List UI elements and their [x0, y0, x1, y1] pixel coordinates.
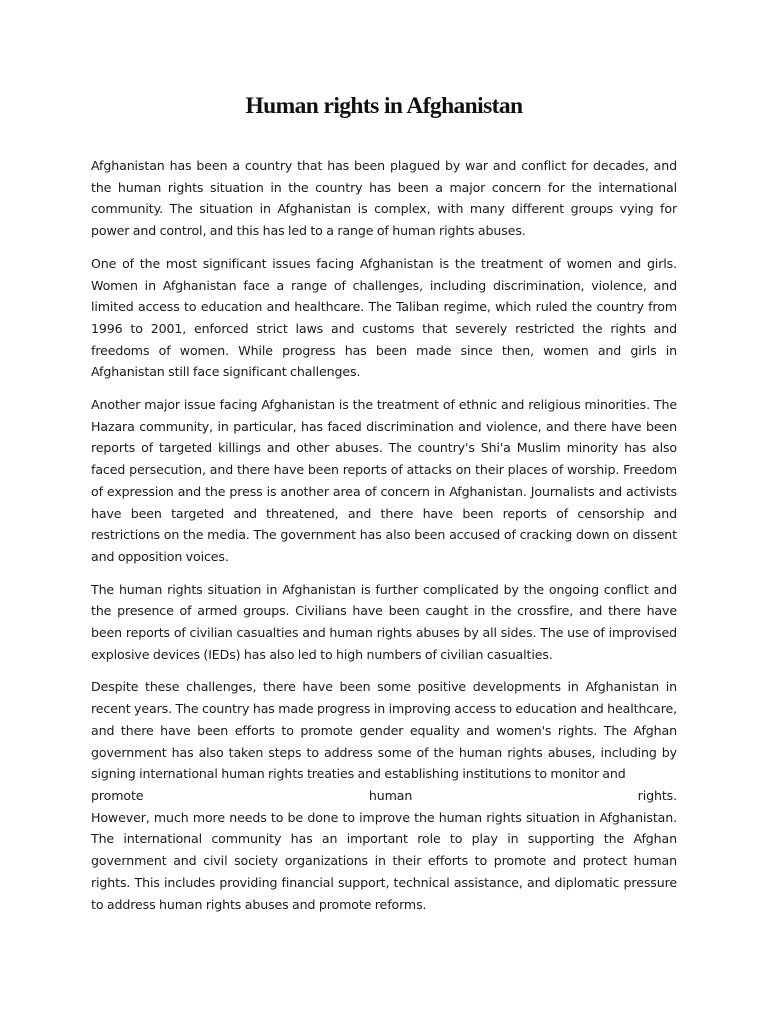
paragraph-developments	[91, 676, 677, 915]
paragraph-developments-part-one: Despite these challenges, there have been some positive developments in Afghanistan in recent years. The country has made progress in improving access to education and healthcare, and there have been efforts to promote gender equality and women's rights. The Afghan government has also taken steps to address some of the human rights abuses, including by signing international human rights treaties and establishing institutions to monitor and	[91, 679, 677, 782]
paragraph-women-rights: One of the most significant issues facing Afghanistan is the treatment of women and girls. Women in Afghanistan face a range of challenges, including discrimination, violence, and limited access to education and healthcare. The Taliban regime, which ruled the country from 1996 to 2001, enforced strict laws and customs that severely restricted the rights and freedoms of women. While progress has been made since then, women and girls in Afghanistan still face significant challenges.	[91, 255, 677, 380]
document-body	[91, 155, 677, 926]
paragraph-armed-conflict: The human rights situation in Afghanistan is further complicated by the ongoing conflict and the presence of armed groups. Civilians have been caught in the crossfire, and there have been reports of civilian casualties and human rights abuses by all sides. The use of improvised explosive devices (IEDs) has also led to high numbers of civilian casualties.	[91, 581, 677, 662]
paragraph-intro: Afghanistan has been a country that has been plagued by war and conflict for decades, and the human rights situation in the country has been a major concern for the international community. The situation in Afghanistan is complex, with many different groups vying for power and control, and this has led to a range of human rights abuses.	[91, 158, 677, 239]
paragraph-developments-part-two: However, much more needs to be done to improve the human rights situation in Afghanistan. The international community has an important role to play in supporting the Afghan government and civil society organizations in their efforts to promote and protect human rights. This includes providing financial support, technical assistance, and diplomatic pressure to address human rights abuses and promote reforms.	[91, 809, 677, 912]
paragraph-minorities: Another major issue facing Afghanistan is the treatment of ethnic and religious minorities. The Hazara community, in particular, has faced discrimination and violence, and there have been reports of targeted killings and other abuses. The country's Shi'a Muslim minority has also faced persecution, and there have been reports of attacks on their places of worship. Freedom of expression and the press is another area of concern in Afghanistan. Journalists and activists have been targeted and threatened, and there have been reports of censorship and restrictions on the media. The government has also been accused of cracking down on dissent and opposition voices.	[91, 397, 677, 564]
paragraph-developments-break-line: promote human rights.	[91, 787, 677, 803]
page-title: Human rights in Afghanistan	[245, 93, 523, 119]
